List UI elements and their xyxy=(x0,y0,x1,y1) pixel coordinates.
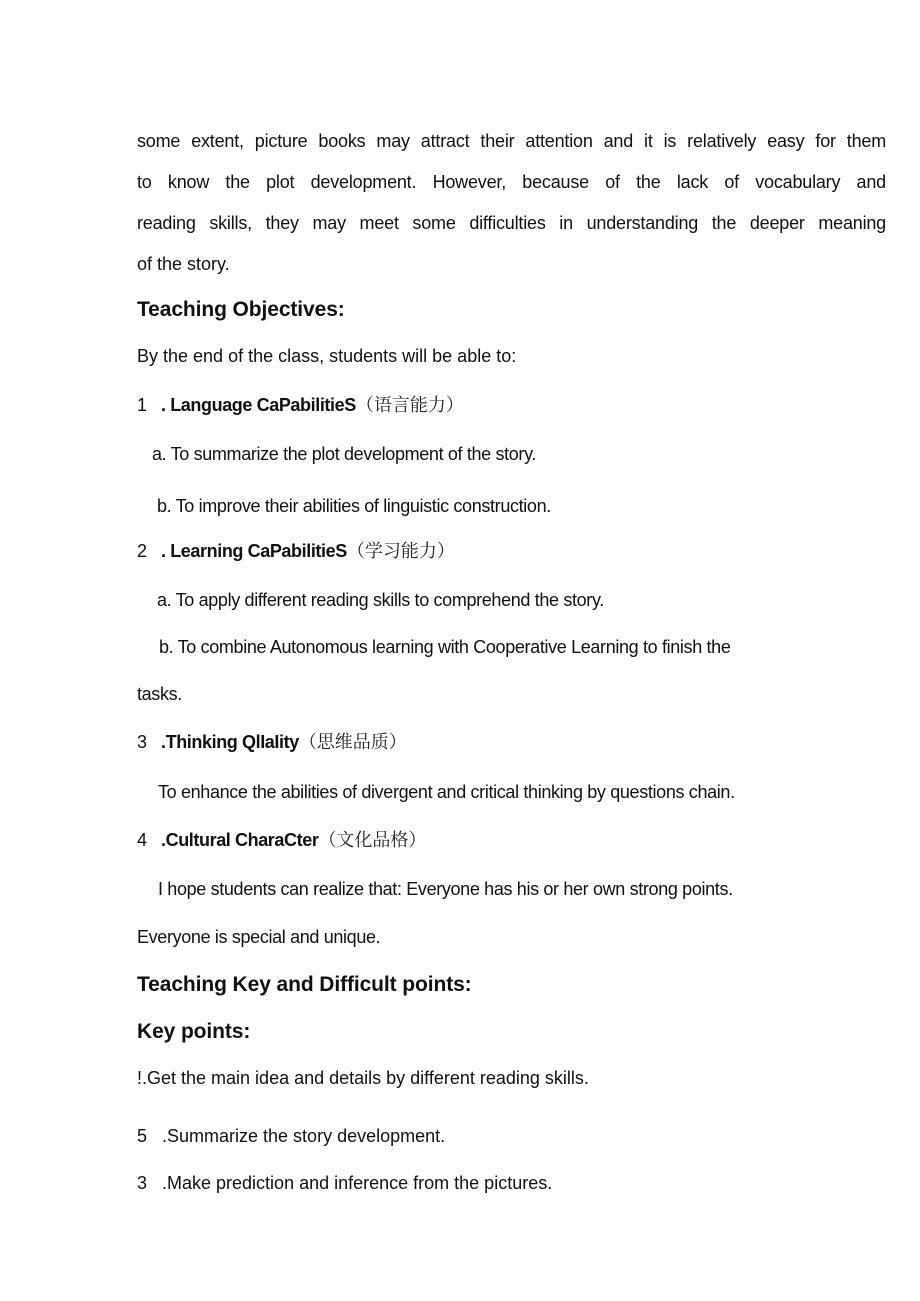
intro-line-4: of the story. xyxy=(137,254,230,274)
objective-1-label: . Language CaPabilitieS xyxy=(161,395,356,415)
intro-line-1: some extent, picture books may attract their attention and it is relatively easy for them xyxy=(137,131,886,151)
objective-3-number: 3 xyxy=(137,732,148,752)
objective-2-title xyxy=(137,540,455,563)
objective-4-point-2: Everyone is special and unique. xyxy=(137,927,381,947)
objective-4-label: .Cultural CharaCter xyxy=(161,830,319,850)
objectives-lead: By the end of the class, students will be able to: xyxy=(137,346,517,366)
intro-line-3: reading skills, they may meet some difficulties in understanding the deeper meaning xyxy=(137,213,886,233)
objective-3-point: To enhance the abilities of divergent and critical thinking by questions chain. xyxy=(158,782,735,802)
objective-1-title xyxy=(137,394,464,417)
objective-1-number: 1 xyxy=(137,395,148,415)
key-point-1: !.Get the main idea and details by different reading skills. xyxy=(137,1068,589,1088)
objective-4-label-cn: （文化品格） xyxy=(318,830,427,851)
objective-3-label: .Thinking QlIaIity xyxy=(161,732,299,752)
key-points-heading: Key points: xyxy=(137,1020,251,1043)
objective-2-point-a: a. To apply different reading skills to comprehend the story. xyxy=(157,590,604,610)
objective-2-point-b: b. To combine Autonomous learning with Cooperative Learning to finish the xyxy=(159,637,731,657)
objective-3-title xyxy=(137,731,407,754)
objective-2-number: 2 xyxy=(137,541,148,561)
objective-3-label-cn: （思维品质） xyxy=(298,732,407,753)
objective-1-point-b: b. To improve their abilities of linguistic construction. xyxy=(157,496,551,516)
objective-4-number: 4 xyxy=(137,830,148,850)
key-point-2: 5 .Summarize the story development. xyxy=(137,1126,446,1146)
objective-1-label-cn: （语言能力） xyxy=(355,395,464,416)
objectives-heading: Teaching Objectives: xyxy=(137,298,345,321)
key-point-3: 3 .Make prediction and inference from the pictures. xyxy=(137,1173,553,1193)
intro-line-2: to know the plot development. However, because of the lack of vocabulary and xyxy=(137,172,886,192)
objective-2-label: . Learning CaPabilitieS xyxy=(161,541,347,561)
objective-2-label-cn: （学习能力） xyxy=(346,541,455,562)
key-difficult-heading: Teaching Key and Difficult points: xyxy=(137,973,472,996)
objective-2-point-b-cont: tasks. xyxy=(137,684,182,704)
objective-4-point-1: I hope students can realize that: Everyone has his or her own strong points. xyxy=(158,879,733,899)
objective-4-title xyxy=(137,829,426,852)
objective-1-point-a: a. To summarize the plot development of the story. xyxy=(152,444,537,464)
